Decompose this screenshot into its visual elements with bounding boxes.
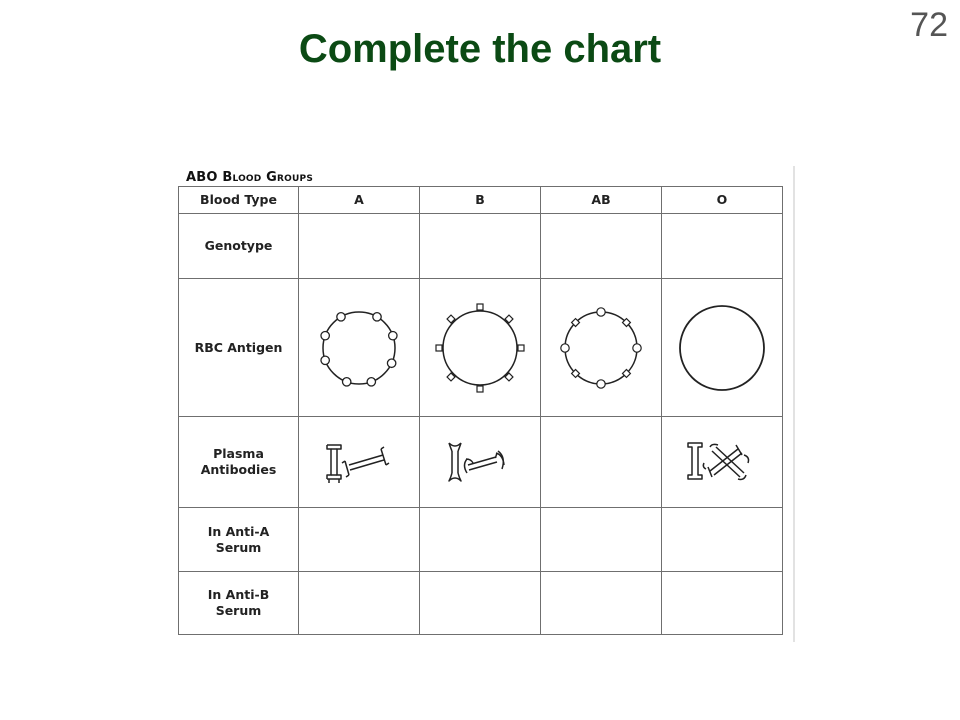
slide-number: 72 [910,6,948,44]
antigen-a-marker [321,356,329,364]
plasma-antibodies-row [179,417,783,508]
anti-b-cell-a[interactable] [299,572,420,635]
antigen-b-marker [518,345,524,351]
anti-b-label-line1: In Anti-B [207,587,270,602]
plasma-label-line2: Antibodies [200,462,277,477]
genotype-cell-o[interactable] [662,214,783,279]
antigen-b-marker [477,386,483,392]
anti-a-cell-o[interactable] [662,508,783,572]
abo-worksheet [176,166,798,642]
antigen-a-marker [561,343,569,351]
rbc-no-antigen-icon [672,298,772,398]
anti-b-cell-ab[interactable] [541,572,662,635]
rbc-antigen-cell-a [299,279,420,417]
header-type-o: O [662,187,783,214]
anti-a-cell-b[interactable] [420,508,541,572]
antigen-a-marker [597,379,605,387]
antigen-b-marker [436,345,442,351]
plasma-antibodies-cell-o [662,417,783,508]
plasma-antibodies-cell-ab [541,417,662,508]
anti-b-serum-label [179,572,299,635]
anti-b-antibody-icon [319,439,399,485]
rbc-antigen-cell-o [662,279,783,417]
anti-a-and-anti-b-antibody-icon [682,437,762,487]
antigen-a-marker [342,377,350,385]
plasma-antibodies-cell-a [299,417,420,508]
antigen-a-marker [597,307,605,315]
antigen-a-marker [367,377,375,385]
anti-b-cell-o[interactable] [662,572,783,635]
antigen-a-marker [633,343,641,351]
rbc-antigen-cell-ab [541,279,662,417]
anti-a-serum-label [179,508,299,572]
anti-a-label-line1: In Anti-A [207,523,270,539]
anti-b-label-line2: Serum [215,603,262,618]
abo-blood-group-table [178,186,783,635]
rbc-antigen-label: RBC Antigen [179,279,299,417]
antigen-b-marker [477,304,483,310]
slide-title: Complete the chart [298,26,662,71]
rbc-ab-antigen-icon [551,298,651,398]
anti-a-cell-ab[interactable] [541,508,662,572]
anti-a-antibody-icon [440,439,520,485]
antigen-a-marker [389,331,397,339]
anti-b-serum-row [179,572,783,635]
rbc-antigen-row [179,279,783,417]
header-blood-type: Blood Type [179,187,299,214]
genotype-cell-b[interactable] [420,214,541,279]
genotype-label: Genotype [179,214,299,279]
header-type-b: B [420,187,541,214]
header-type-a: A [299,187,420,214]
anti-b-cell-b[interactable] [420,572,541,635]
antigen-a-marker [387,359,395,367]
anti-a-serum-row [179,508,783,572]
worksheet-edge [793,166,795,642]
rbc-b-antigen-icon [430,298,530,398]
rbc-antigen-cell-b [420,279,541,417]
anti-a-cell-a[interactable] [299,508,420,572]
genotype-cell-a[interactable] [299,214,420,279]
header-row [179,187,783,214]
table-title: ABO Blood Groups [186,170,314,185]
antigen-a-marker [337,312,345,320]
header-type-ab: AB [541,187,662,214]
genotype-row [179,214,783,279]
plasma-label-line1: Plasma [213,446,264,461]
plasma-antibodies-label [179,417,299,508]
anti-a-label-line2: Serum [215,539,262,555]
antigen-a-marker [321,331,329,339]
antigen-a-marker [373,312,381,320]
genotype-cell-ab[interactable] [541,214,662,279]
plasma-antibodies-cell-b [420,417,541,508]
rbc-a-antigen-icon [309,298,409,398]
